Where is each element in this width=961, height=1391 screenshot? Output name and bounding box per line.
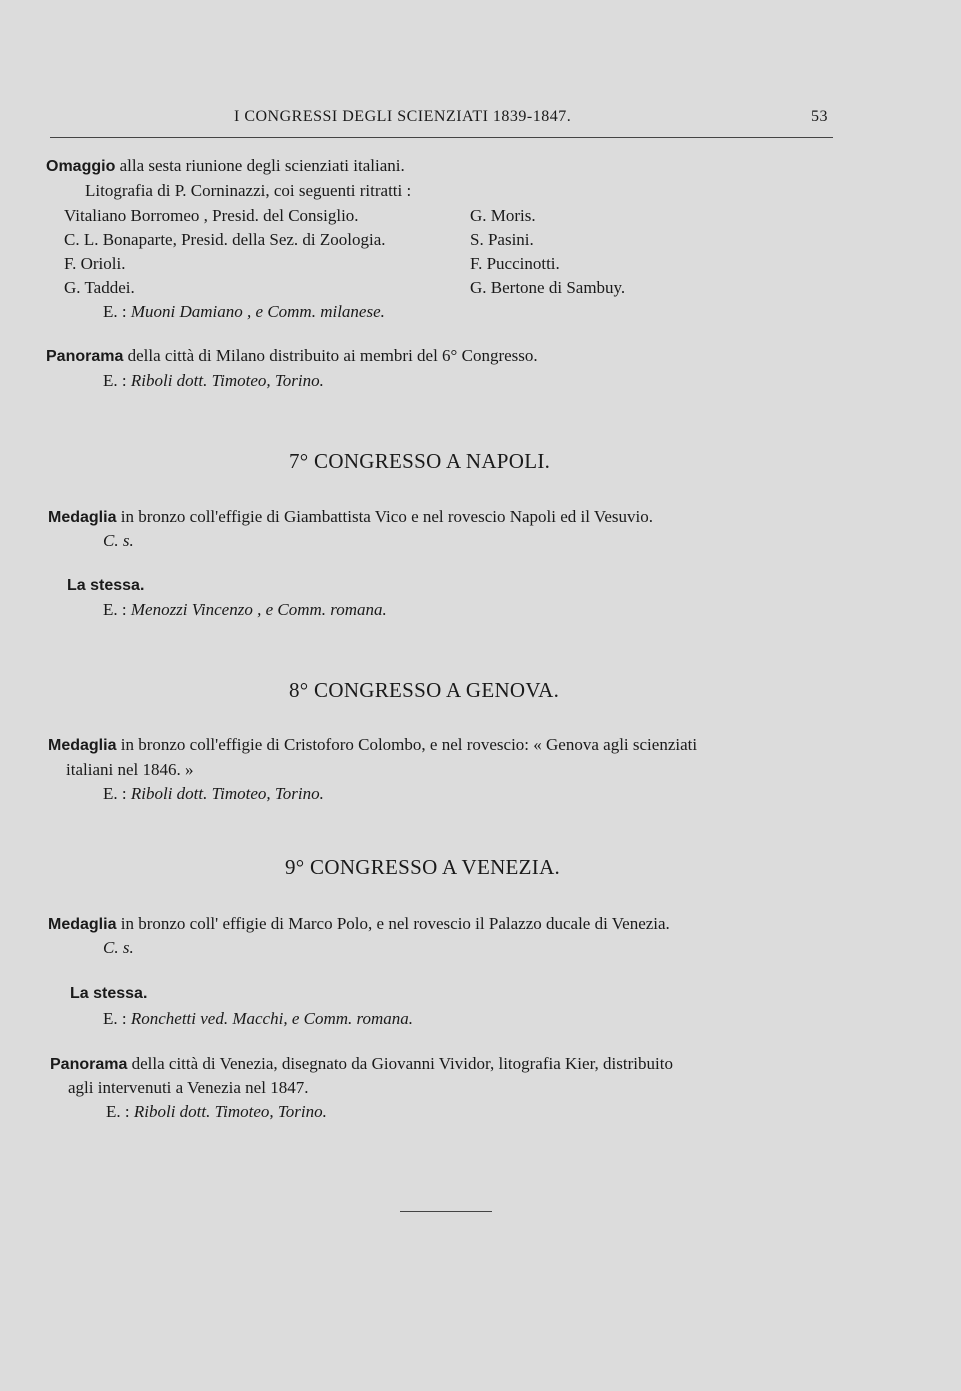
venezia-medaglia-note: C. s. <box>103 938 134 957</box>
medaglia-text: in bronzo coll'effigie di Giambattista Vico e nel rovescio Napoli ed il Vesuvio. <box>120 507 653 526</box>
section-heading-venezia: 9° CONGRESSO A VENEZIA. <box>285 855 561 879</box>
medaglia-keyword: Medaglia <box>48 509 117 526</box>
napoli-stessa: La stessa. <box>67 577 145 594</box>
genova-editor <box>103 784 324 804</box>
portrait-left: Vitaliano Borromeo , Presid. del Consiglio. <box>64 206 359 225</box>
panorama-keyword: Panorama <box>46 348 124 365</box>
running-title: I CONGRESSI DEGLI SCIENZIATI 1839-1847. <box>234 108 572 125</box>
medaglia-text: in bronzo coll' effigie di Marco Polo, e nel rovescio il Palazzo ducale di Venezia. <box>120 914 670 933</box>
portrait-left: G. Taddei. <box>64 278 135 297</box>
medaglia-keyword: Medaglia <box>48 737 117 754</box>
editor-name: Riboli dott. Timoteo, Torino. <box>130 784 324 803</box>
section-heading-genova: 8° CONGRESSO A GENOVA. <box>289 678 560 702</box>
omaggio-entry <box>46 156 405 176</box>
omaggio-keyword: Omaggio <box>46 158 116 175</box>
portrait-right: G. Moris. <box>470 206 536 225</box>
venezia-editor <box>103 1009 413 1029</box>
panorama-text: della città di Venezia, disegnato da Giovanni Vividor, litografia Kier, distribuito <box>131 1054 673 1073</box>
editor-prefix: E. : <box>103 302 127 321</box>
panorama-milano-entry <box>46 346 538 366</box>
napoli-medaglia-note: C. s. <box>103 531 134 550</box>
genova-medaglia-line2: italiani nel 1846. » <box>66 760 194 779</box>
section-heading-napoli: 7° CONGRESSO A NAPOLI. <box>289 449 551 473</box>
editor-prefix: E. : <box>103 371 127 390</box>
editor-prefix: E. : <box>103 1009 127 1028</box>
portrait-right: S. Pasini. <box>470 230 534 249</box>
editor-name: Riboli dott. Timoteo, Torino. <box>133 1102 327 1121</box>
genova-medaglia-entry <box>48 735 697 755</box>
panorama-venezia-entry <box>50 1054 673 1074</box>
panorama-venezia-editor <box>106 1102 327 1122</box>
portrait-left: F. Orioli. <box>64 254 126 273</box>
napoli-medaglia-entry <box>48 507 653 527</box>
napoli-editor <box>103 600 387 620</box>
header-rule <box>50 137 833 138</box>
panorama-keyword: Panorama <box>50 1056 128 1073</box>
venezia-stessa: La stessa. <box>70 985 148 1002</box>
panorama-text: della città di Milano distribuito ai membri del 6° Congresso. <box>127 346 538 365</box>
omaggio-text: alla sesta riunione degli scienziati italiani. <box>119 156 405 175</box>
editor-name: Muoni Damiano , e Comm. milanese. <box>130 302 385 321</box>
editor-name: Ronchetti ved. Macchi, e Comm. romana. <box>130 1009 414 1028</box>
medaglia-text: in bronzo coll'effigie di Cristoforo Colombo, e nel rovescio: « Genova agli scienziati <box>120 735 698 754</box>
editor-prefix: E. : <box>103 784 127 803</box>
page-number: 53 <box>811 108 828 125</box>
omaggio-lithography: Litografia di P. Corninazzi, coi seguenti ritratti : <box>85 181 412 200</box>
panorama-milano-editor <box>103 371 324 391</box>
editor-name: Menozzi Vincenzo , e Comm. romana. <box>130 600 387 619</box>
omaggio-editor <box>103 302 385 322</box>
portrait-right: F. Puccinotti. <box>470 254 560 273</box>
medaglia-keyword: Medaglia <box>48 916 117 933</box>
editor-name: Riboli dott. Timoteo, Torino. <box>130 371 324 390</box>
editor-prefix: E. : <box>106 1102 130 1121</box>
venezia-medaglia-entry <box>48 914 670 934</box>
portrait-left: C. L. Bonaparte, Presid. della Sez. di Zoologia. <box>64 230 386 249</box>
closing-rule <box>400 1211 492 1212</box>
portrait-right: G. Bertone di Sambuy. <box>470 278 626 297</box>
editor-prefix: E. : <box>103 600 127 619</box>
panorama-venezia-line2: agli intervenuti a Venezia nel 1847. <box>68 1078 309 1097</box>
